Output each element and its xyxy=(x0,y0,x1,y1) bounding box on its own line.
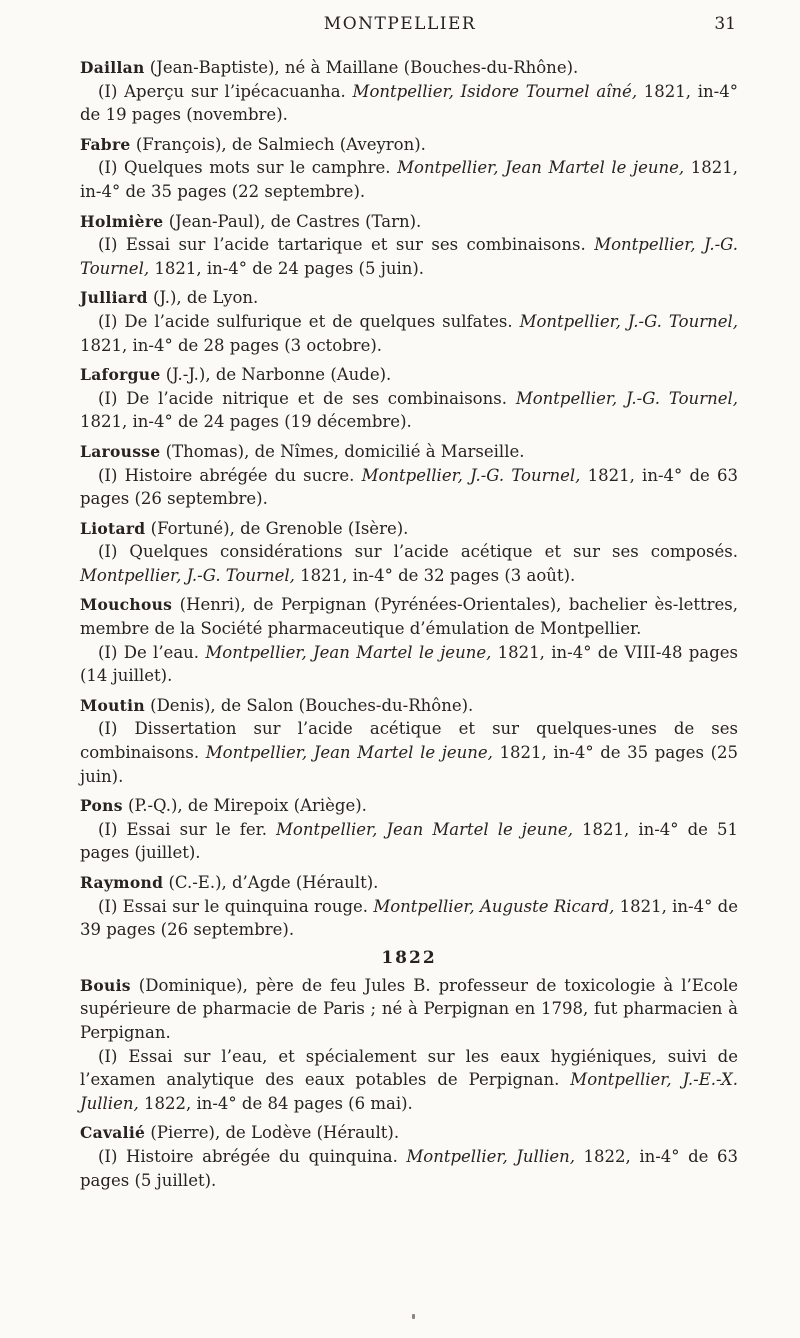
work-publisher: Montpellier, Jean Martel le jeune, xyxy=(397,158,685,178)
work-details: 1821, in-4° de 24 pages (5 juin). xyxy=(149,258,425,278)
work-title: (I) Dissertation sur l’acide acétique et sur quelques-unes de ses combinaisons. xyxy=(80,719,738,763)
year-heading: 1822 xyxy=(381,947,437,968)
work-publisher: Montpellier, J.-G. Tournel, xyxy=(361,465,581,485)
work-title: (I) Quelques considérations sur l’acide acétique et sur ses composés. xyxy=(98,542,738,562)
work-details: 1822, in-4° de 84 pages (6 mai). xyxy=(138,1093,413,1113)
work-details: 1821, in-4° de 19 pages (novembre). xyxy=(80,81,738,125)
author-name: Fabre xyxy=(80,134,131,154)
author-description: (Denis), de Salon (Bouches-du-Rhône). xyxy=(144,695,474,715)
author-description: (P.-Q.), de Mirepoix (Ariège). xyxy=(122,796,367,816)
work-publisher: Montpellier, Jean Martel le jeune, xyxy=(205,642,492,662)
work-details: 1821, in-4° de 35 pages (25 juin). xyxy=(80,743,738,786)
author-description: (Dominique), père de feu Jules B. professeur de toxicologie à l’Ecole supérieure de pharmacie de Paris ; né à Perpignan en 1798, fut pharmacien à Perpignan. xyxy=(80,975,738,1042)
author-name: Laforgue xyxy=(80,365,161,385)
work-details: 1822, in-4° de 63 pages (5 juillet). xyxy=(80,1146,738,1190)
work-details: 1821, in-4° de 35 pages (22 septembre). xyxy=(80,158,738,201)
entry-fabre xyxy=(80,133,738,204)
entry-moutin xyxy=(80,694,738,788)
work-title: (I) Quelques mots sur le camphre. xyxy=(98,158,398,178)
work-publisher: Montpellier, Jean Martel le jeune, xyxy=(276,819,573,839)
author-name: Moutin xyxy=(80,695,145,715)
work-title: (I) Histoire abrégée du sucre. xyxy=(98,465,362,485)
author-name: Raymond xyxy=(80,873,164,892)
work-publisher: Montpellier, Jullien, xyxy=(406,1146,575,1166)
running-title: MONTPELLIER xyxy=(323,14,477,34)
work-title: (I) Essai sur le fer. xyxy=(98,819,277,839)
work-publisher: Montpellier, J.-G. Tournel, xyxy=(515,388,738,408)
entry-cavalie xyxy=(80,1121,738,1192)
ink-speck xyxy=(412,1314,415,1319)
author-description: (Jean-Baptiste), né à Maillane (Bouches-du-Rhône). xyxy=(144,58,579,77)
work-title: (I) De l’acide sulfurique et de quelques sulfates. xyxy=(98,311,520,331)
author-name: Mouchous xyxy=(80,595,173,615)
entry-julliard xyxy=(80,286,738,357)
author-name: Pons xyxy=(80,796,123,816)
work-publisher: Montpellier, Isidore Tournel aîné, xyxy=(352,81,638,101)
entry-laforgue xyxy=(80,363,738,434)
work-publisher: Montpellier, J.-G. Tournel, xyxy=(80,235,738,278)
work-details: 1821, in-4° de 39 pages (26 septembre). xyxy=(80,896,739,940)
work-title: (I) Essai sur le quinquina rouge. xyxy=(98,896,374,916)
author-description: (Pierre), de Lodève (Hérault). xyxy=(145,1123,400,1143)
author-description: (Fortuné), de Grenoble (Isère). xyxy=(145,518,409,538)
author-name: Daillan xyxy=(80,58,145,77)
author-name: Holmière xyxy=(80,211,164,231)
work-title: (I) Aperçu sur l’ipécacuanha. xyxy=(98,81,353,101)
work-title: (I) De l’acide nitrique et de ses combinaisons. xyxy=(98,388,516,408)
author-description: (C.-E.), d’Agde (Hérault). xyxy=(163,873,379,892)
author-description: (Thomas), de Nîmes, domicilié à Marseille. xyxy=(160,441,525,461)
work-title: (I) Histoire abrégée du quinquina. xyxy=(98,1146,407,1166)
author-name: Cavalié xyxy=(80,1123,146,1143)
author-name: Bouis xyxy=(80,975,131,995)
work-title: (I) Essai sur l’eau, et spécialement sur les eaux hygiéniques, suivi de l’examen analytique des eaux potables de Perpignan. xyxy=(80,1046,738,1090)
work-publisher: Montpellier, J.-G. Tournel, xyxy=(80,565,295,585)
work-publisher: Montpellier, Jean Martel le jeune, xyxy=(205,743,493,763)
work-publisher: Montpellier, J.-E.-X. Jullien, xyxy=(80,1070,738,1113)
work-title: (I) De l’eau. xyxy=(98,642,206,662)
author-description: (Henri), de Perpignan (Pyrénées-Orientales), bachelier ès-lettres, membre de la Société pharmaceutique d’émulation de Montpellier. xyxy=(80,595,738,639)
entry-liotard xyxy=(80,517,738,588)
entry-daillan xyxy=(80,56,738,127)
author-name: Julliard xyxy=(80,288,148,308)
work-details: 1821, in-4° de 51 pages (juillet). xyxy=(80,819,738,863)
entry-holmiere xyxy=(80,210,738,281)
page-number: 31 xyxy=(714,14,736,34)
work-title: (I) Essai sur l’acide tartarique et sur ses combinaisons. xyxy=(98,235,595,255)
author-description: (Jean-Paul), de Castres (Tarn). xyxy=(163,211,422,231)
entry-larousse xyxy=(80,440,738,511)
author-description: (François), de Salmiech (Aveyron). xyxy=(130,134,426,154)
work-details: 1821, in-4° de VIII-48 pages (14 juillet). xyxy=(80,642,739,686)
work-details: 1821, in-4° de 28 pages (3 octobre). xyxy=(80,335,383,355)
work-publisher: Montpellier, Auguste Ricard, xyxy=(373,896,615,916)
work-details: 1821, in-4° de 63 pages (26 septembre). xyxy=(80,465,738,509)
work-details: 1821, in-4° de 24 pages (19 décembre). xyxy=(80,412,412,432)
author-name: Liotard xyxy=(80,518,146,538)
author-description: (J.-J.), de Narbonne (Aude). xyxy=(160,365,392,385)
entry-raymond xyxy=(80,871,738,942)
work-publisher: Montpellier, J.-G. Tournel, xyxy=(519,311,738,331)
author-name: Larousse xyxy=(80,441,161,461)
work-details: 1821, in-4° de 32 pages (3 août). xyxy=(294,565,576,585)
author-description: (J.), de Lyon. xyxy=(147,288,259,308)
entry-mouchous xyxy=(80,593,738,687)
page-header xyxy=(0,10,800,40)
entry-pons xyxy=(80,794,738,865)
entry-bouis xyxy=(80,974,738,1116)
